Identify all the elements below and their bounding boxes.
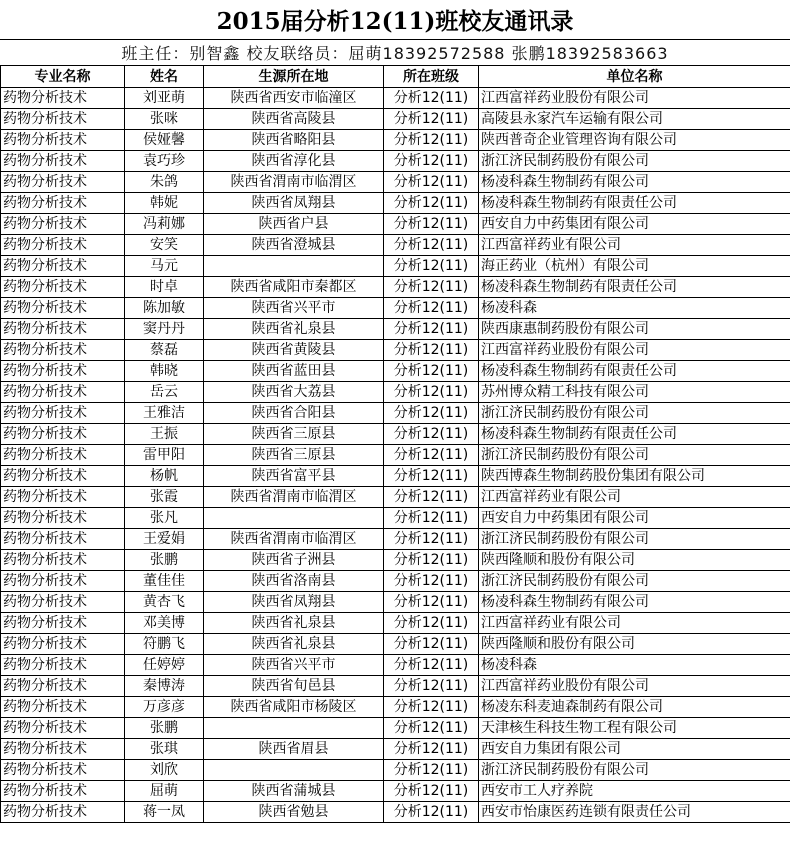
cell-employer: 杨凌科森生物制药有限公司	[479, 172, 790, 193]
cell-origin: 陕西省礼泉县	[204, 634, 384, 655]
cell-class: 分析12(11)	[384, 256, 479, 277]
cell-class: 分析12(11)	[384, 340, 479, 361]
cell-name: 雷甲阳	[125, 445, 204, 466]
cell-class: 分析12(11)	[384, 529, 479, 550]
cell-major: 药物分析技术	[1, 424, 125, 445]
cell-major: 药物分析技术	[1, 550, 125, 571]
cell-major: 药物分析技术	[1, 88, 125, 109]
cell-origin: 陕西省三原县	[204, 424, 384, 445]
cell-class: 分析12(11)	[384, 445, 479, 466]
cell-name: 时卓	[125, 277, 204, 298]
cell-name: 蒋一凤	[125, 802, 204, 823]
cell-class: 分析12(11)	[384, 592, 479, 613]
cell-name: 任婷婷	[125, 655, 204, 676]
cell-class: 分析12(11)	[384, 550, 479, 571]
cell-origin: 陕西省高陵县	[204, 109, 384, 130]
alumni-table	[0, 65, 790, 823]
cell-class: 分析12(11)	[384, 718, 479, 739]
cell-employer: 苏州博众精工科技有限公司	[479, 382, 790, 403]
table-row	[1, 760, 790, 781]
cell-class: 分析12(11)	[384, 781, 479, 802]
cell-name: 邓美博	[125, 613, 204, 634]
cell-employer: 江西富祥药业有限公司	[479, 487, 790, 508]
table-row	[1, 193, 790, 214]
cell-origin: 陕西省澄城县	[204, 235, 384, 256]
cell-origin: 陕西省凤翔县	[204, 193, 384, 214]
cell-class: 分析12(11)	[384, 172, 479, 193]
cell-major: 药物分析技术	[1, 613, 125, 634]
cell-employer: 浙江济民制药股份有限公司	[479, 445, 790, 466]
table-body	[1, 88, 790, 823]
table-row	[1, 718, 790, 739]
table-row	[1, 613, 790, 634]
table-row	[1, 277, 790, 298]
table-row	[1, 88, 790, 109]
cell-name: 袁巧珍	[125, 151, 204, 172]
cell-origin: 陕西省凤翔县	[204, 592, 384, 613]
cell-employer: 浙江济民制药股份有限公司	[479, 760, 790, 781]
cell-employer: 江西富祥药业股份有限公司	[479, 676, 790, 697]
cell-class: 分析12(11)	[384, 571, 479, 592]
cell-name: 侯娅馨	[125, 130, 204, 151]
cell-employer: 陕西普奇企业管理咨询有限公司	[479, 130, 790, 151]
cell-class: 分析12(11)	[384, 634, 479, 655]
cell-class: 分析12(11)	[384, 382, 479, 403]
cell-employer: 西安自力中药集团有限公司	[479, 214, 790, 235]
cell-origin	[204, 508, 384, 529]
cell-employer: 杨凌科森生物制药有限责任公司	[479, 361, 790, 382]
cell-origin: 陕西省礼泉县	[204, 319, 384, 340]
cell-name: 张凡	[125, 508, 204, 529]
cell-class: 分析12(11)	[384, 508, 479, 529]
table-row	[1, 529, 790, 550]
cell-employer: 西安市怡康医药连锁有限责任公司	[479, 802, 790, 823]
table-row	[1, 382, 790, 403]
table-row	[1, 109, 790, 130]
cell-origin: 陕西省黄陵县	[204, 340, 384, 361]
page-title: 2015届分析12(11)班校友通讯录	[0, 0, 790, 40]
cell-class: 分析12(11)	[384, 760, 479, 781]
cell-major: 药物分析技术	[1, 487, 125, 508]
cell-name: 陈加敏	[125, 298, 204, 319]
cell-major: 药物分析技术	[1, 718, 125, 739]
table-row	[1, 151, 790, 172]
table-row	[1, 424, 790, 445]
cell-major: 药物分析技术	[1, 655, 125, 676]
cell-name: 张咪	[125, 109, 204, 130]
cell-major: 药物分析技术	[1, 571, 125, 592]
table-row	[1, 802, 790, 823]
cell-employer: 杨凌科森	[479, 298, 790, 319]
cell-employer: 浙江济民制药股份有限公司	[479, 403, 790, 424]
cell-origin: 陕西省兴平市	[204, 655, 384, 676]
cell-name: 韩晓	[125, 361, 204, 382]
header-major: 专业名称	[1, 66, 125, 88]
cell-major: 药物分析技术	[1, 697, 125, 718]
cell-employer: 杨凌科森生物制药有限责任公司	[479, 424, 790, 445]
cell-class: 分析12(11)	[384, 214, 479, 235]
cell-major: 药物分析技术	[1, 256, 125, 277]
cell-employer: 杨凌科森生物制药有限责任公司	[479, 193, 790, 214]
header-class: 所在班级	[384, 66, 479, 88]
table-row	[1, 235, 790, 256]
cell-origin: 陕西省渭南市临渭区	[204, 172, 384, 193]
cell-employer: 浙江济民制药股份有限公司	[479, 529, 790, 550]
cell-employer: 杨凌科森生物制药有限责任公司	[479, 277, 790, 298]
cell-origin: 陕西省淳化县	[204, 151, 384, 172]
cell-employer: 杨凌科森生物制药有限公司	[479, 592, 790, 613]
header-origin: 生源所在地	[204, 66, 384, 88]
cell-origin: 陕西省略阳县	[204, 130, 384, 151]
cell-origin: 陕西省大荔县	[204, 382, 384, 403]
cell-employer: 西安自力中药集团有限公司	[479, 508, 790, 529]
cell-name: 屈萌	[125, 781, 204, 802]
cell-origin: 陕西省礼泉县	[204, 613, 384, 634]
cell-employer: 陕西隆顺和股份有限公司	[479, 634, 790, 655]
cell-major: 药物分析技术	[1, 403, 125, 424]
cell-class: 分析12(11)	[384, 802, 479, 823]
cell-name: 王雅洁	[125, 403, 204, 424]
cell-origin	[204, 718, 384, 739]
cell-major: 药物分析技术	[1, 109, 125, 130]
table-header-row	[1, 66, 790, 88]
cell-name: 冯莉娜	[125, 214, 204, 235]
cell-name: 秦博涛	[125, 676, 204, 697]
table-row	[1, 361, 790, 382]
cell-major: 药物分析技术	[1, 529, 125, 550]
cell-name: 张鹏	[125, 718, 204, 739]
cell-major: 药物分析技术	[1, 340, 125, 361]
table-row	[1, 403, 790, 424]
cell-class: 分析12(11)	[384, 466, 479, 487]
table-row	[1, 697, 790, 718]
cell-origin: 陕西省咸阳市杨陵区	[204, 697, 384, 718]
cell-name: 韩妮	[125, 193, 204, 214]
cell-origin: 陕西省三原县	[204, 445, 384, 466]
cell-employer: 陕西隆顺和股份有限公司	[479, 550, 790, 571]
cell-major: 药物分析技术	[1, 508, 125, 529]
cell-employer: 陕西康惠制药股份有限公司	[479, 319, 790, 340]
cell-major: 药物分析技术	[1, 592, 125, 613]
cell-class: 分析12(11)	[384, 739, 479, 760]
cell-class: 分析12(11)	[384, 235, 479, 256]
cell-origin	[204, 760, 384, 781]
cell-name: 杨帆	[125, 466, 204, 487]
cell-origin: 陕西省富平县	[204, 466, 384, 487]
cell-employer: 浙江济民制药股份有限公司	[479, 151, 790, 172]
cell-origin: 陕西省渭南市临渭区	[204, 487, 384, 508]
cell-major: 药物分析技术	[1, 151, 125, 172]
cell-major: 药物分析技术	[1, 739, 125, 760]
cell-class: 分析12(11)	[384, 109, 479, 130]
cell-origin	[204, 256, 384, 277]
cell-employer: 西安自力集团有限公司	[479, 739, 790, 760]
cell-major: 药物分析技术	[1, 802, 125, 823]
cell-origin: 陕西省蓝田县	[204, 361, 384, 382]
table-row	[1, 592, 790, 613]
table-row	[1, 781, 790, 802]
cell-major: 药物分析技术	[1, 781, 125, 802]
cell-employer: 杨凌东科麦迪森制药有限公司	[479, 697, 790, 718]
cell-employer: 陕西博森生物制药股份集团有限公司	[479, 466, 790, 487]
cell-class: 分析12(11)	[384, 361, 479, 382]
cell-employer: 江西富祥药业有限公司	[479, 235, 790, 256]
cell-name: 王振	[125, 424, 204, 445]
cell-major: 药物分析技术	[1, 319, 125, 340]
table-row	[1, 172, 790, 193]
cell-class: 分析12(11)	[384, 277, 479, 298]
table-row	[1, 634, 790, 655]
cell-employer: 高陵县永家汽车运输有限公司	[479, 109, 790, 130]
cell-name: 张霞	[125, 487, 204, 508]
cell-origin: 陕西省户县	[204, 214, 384, 235]
cell-class: 分析12(11)	[384, 319, 479, 340]
cell-origin: 陕西省合阳县	[204, 403, 384, 424]
cell-employer: 江西富祥药业股份有限公司	[479, 88, 790, 109]
table-row	[1, 466, 790, 487]
cell-major: 药物分析技术	[1, 382, 125, 403]
cell-name: 岳云	[125, 382, 204, 403]
cell-origin: 陕西省渭南市临渭区	[204, 529, 384, 550]
table-row	[1, 214, 790, 235]
cell-employer: 江西富祥药业股份有限公司	[479, 340, 790, 361]
table-row	[1, 655, 790, 676]
cell-class: 分析12(11)	[384, 298, 479, 319]
cell-class: 分析12(11)	[384, 487, 479, 508]
cell-employer: 江西富祥药业有限公司	[479, 613, 790, 634]
table-row	[1, 487, 790, 508]
cell-class: 分析12(11)	[384, 88, 479, 109]
cell-employer: 天津核生科技生物工程有限公司	[479, 718, 790, 739]
cell-employer: 海正药业（杭州）有限公司	[479, 256, 790, 277]
cell-name: 王爱娟	[125, 529, 204, 550]
cell-origin: 陕西省勉县	[204, 802, 384, 823]
cell-origin: 陕西省子洲县	[204, 550, 384, 571]
cell-name: 窦丹丹	[125, 319, 204, 340]
cell-name: 万彦彦	[125, 697, 204, 718]
cell-origin: 陕西省洛南县	[204, 571, 384, 592]
cell-major: 药物分析技术	[1, 676, 125, 697]
cell-major: 药物分析技术	[1, 298, 125, 319]
table-row	[1, 550, 790, 571]
table-row	[1, 319, 790, 340]
cell-class: 分析12(11)	[384, 697, 479, 718]
cell-class: 分析12(11)	[384, 193, 479, 214]
table-row	[1, 130, 790, 151]
header-employer: 单位名称	[479, 66, 790, 88]
cell-name: 董佳佳	[125, 571, 204, 592]
cell-major: 药物分析技术	[1, 760, 125, 781]
cell-origin: 陕西省旬邑县	[204, 676, 384, 697]
cell-major: 药物分析技术	[1, 634, 125, 655]
cell-major: 药物分析技术	[1, 172, 125, 193]
table-row	[1, 445, 790, 466]
table-row	[1, 508, 790, 529]
cell-class: 分析12(11)	[384, 655, 479, 676]
cell-major: 药物分析技术	[1, 277, 125, 298]
cell-major: 药物分析技术	[1, 130, 125, 151]
table-row	[1, 739, 790, 760]
cell-class: 分析12(11)	[384, 676, 479, 697]
cell-class: 分析12(11)	[384, 151, 479, 172]
cell-name: 刘欣	[125, 760, 204, 781]
cell-employer: 西安市工人疗养院	[479, 781, 790, 802]
table-row	[1, 571, 790, 592]
cell-major: 药物分析技术	[1, 214, 125, 235]
table-row	[1, 340, 790, 361]
cell-origin: 陕西省兴平市	[204, 298, 384, 319]
cell-origin: 陕西省西安市临潼区	[204, 88, 384, 109]
cell-major: 药物分析技术	[1, 445, 125, 466]
contact-subtitle: 班主任：别智鑫 校友联络员：屈萌18392572588 张鹏18392583663	[121, 44, 669, 63]
header-name: 姓名	[125, 66, 204, 88]
cell-origin: 陕西省眉县	[204, 739, 384, 760]
cell-class: 分析12(11)	[384, 403, 479, 424]
cell-name: 安笑	[125, 235, 204, 256]
cell-major: 药物分析技术	[1, 361, 125, 382]
cell-origin: 陕西省咸阳市秦都区	[204, 277, 384, 298]
cell-employer: 浙江济民制药股份有限公司	[479, 571, 790, 592]
cell-origin: 陕西省蒲城县	[204, 781, 384, 802]
cell-name: 符鹏飞	[125, 634, 204, 655]
table-row	[1, 256, 790, 277]
table-row	[1, 298, 790, 319]
cell-name: 朱鸽	[125, 172, 204, 193]
cell-name: 蔡磊	[125, 340, 204, 361]
cell-name: 张鹏	[125, 550, 204, 571]
cell-name: 刘亚萌	[125, 88, 204, 109]
cell-major: 药物分析技术	[1, 235, 125, 256]
cell-employer: 杨凌科森	[479, 655, 790, 676]
cell-major: 药物分析技术	[1, 193, 125, 214]
cell-class: 分析12(11)	[384, 613, 479, 634]
cell-class: 分析12(11)	[384, 424, 479, 445]
cell-name: 张琪	[125, 739, 204, 760]
cell-name: 黄杏飞	[125, 592, 204, 613]
cell-name: 马元	[125, 256, 204, 277]
cell-major: 药物分析技术	[1, 466, 125, 487]
cell-class: 分析12(11)	[384, 130, 479, 151]
table-row	[1, 676, 790, 697]
